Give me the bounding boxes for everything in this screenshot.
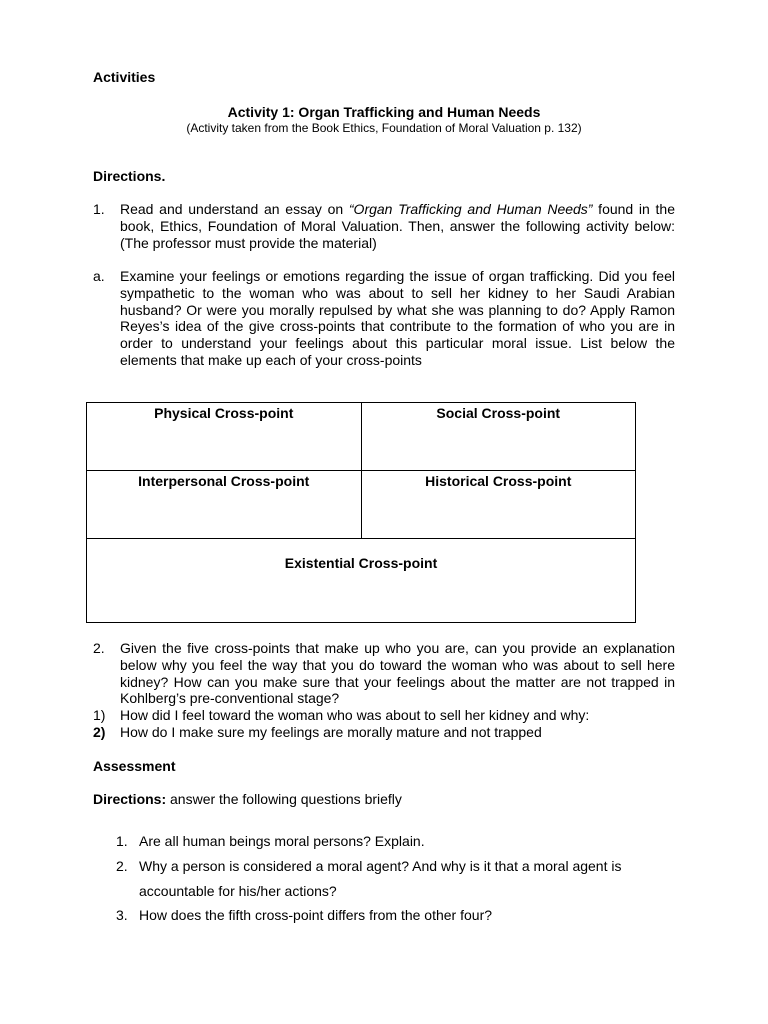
cross-points-table	[86, 402, 636, 623]
item-2	[93, 640, 675, 707]
physical-cross-point-cell[interactable]	[87, 403, 362, 471]
assessment-directions	[93, 791, 402, 807]
assessment-question-3-text: How does the fifth cross-point differs from the other four?	[139, 907, 493, 923]
assessment-question-2-text: Why a person is considered a moral agent? And why is it that a moral agent is accountable for his/her actions?	[139, 858, 622, 899]
item-1-post: found in the book, Ethics, Foundation of Moral Valuation. Then, answer the following activity below: (The professor must provide the material)	[120, 201, 676, 251]
assessment-question-1	[116, 829, 676, 854]
directions-item-1-text	[120, 201, 675, 251]
interpersonal-cross-point-label: Interpersonal Cross-point	[138, 473, 310, 489]
item-1-pre: Read and understand an essay on	[120, 201, 349, 217]
sub-question-1	[93, 707, 675, 724]
existential-cross-point-label: Existential Cross-point	[284, 555, 438, 571]
list-marker: 2.	[116, 858, 128, 874]
list-marker: 3.	[116, 907, 128, 923]
sub-question-1-text: How did I feel toward the woman who was about to sell her kidney and why:	[120, 707, 590, 723]
item-2-text: Given the five cross-points that make up who you are, can you provide an explanation below why you feel the way that you do toward the woman who was about to sell here kidney? How can you make sure that your feelings about the matter are not trapped in Kohlberg’s pre-conventional stage?	[120, 640, 675, 707]
directions-item-a-text: Examine your feelings or emotions regarding the issue of organ trafficking. Did you feel sympathetic to the woman who was about to sell her kidney to her Saudi Arabian husband? Or were you morally repulsed by what she was planning to do? Apply Ramon Reyes’s idea of the give cross-points that contribute to the formation of who you are in order to understand your feelings about this particular moral issue. List below the elements that make up each of your cross-points	[120, 268, 675, 368]
assessment-question-2	[116, 854, 676, 903]
sub-question-2-text: How do I make sure my feelings are morally mature and not trapped	[120, 724, 542, 740]
social-cross-point-label: Social Cross-point	[436, 405, 561, 421]
directions-heading: Directions.	[93, 168, 166, 184]
historical-cross-point-cell[interactable]	[361, 471, 636, 539]
assessment-directions-text: answer the following questions briefly	[166, 791, 402, 807]
list-marker: 1.	[116, 833, 128, 849]
social-cross-point-cell[interactable]	[361, 403, 636, 471]
list-marker: 1.	[93, 201, 105, 217]
activities-heading: Activities	[93, 69, 156, 85]
list-marker: 2)	[93, 724, 106, 740]
list-marker: a.	[93, 268, 105, 284]
assessment-directions-label: Directions:	[93, 791, 167, 807]
list-marker: 2.	[93, 640, 105, 656]
existential-cross-point-cell[interactable]	[87, 539, 636, 623]
sub-question-2	[93, 724, 675, 741]
list-marker: 1)	[93, 707, 106, 723]
directions-item-1	[93, 201, 675, 251]
activity-source: (Activity taken from the Book Ethics, Foundation of Moral Valuation p. 132)	[186, 121, 582, 135]
assessment-question-3	[116, 903, 676, 928]
directions-item-a	[93, 268, 675, 369]
physical-cross-point-label: Physical Cross-point	[154, 405, 294, 421]
assessment-heading: Assessment	[93, 758, 176, 774]
essay-title: “Organ Trafficking and Human Needs”	[348, 201, 593, 217]
assessment-question-1-text: Are all human beings moral persons? Explain.	[139, 833, 425, 849]
activity-title: Activity 1: Organ Trafficking and Human Needs	[227, 104, 541, 120]
historical-cross-point-label: Historical Cross-point	[425, 473, 572, 489]
interpersonal-cross-point-cell[interactable]	[87, 471, 362, 539]
